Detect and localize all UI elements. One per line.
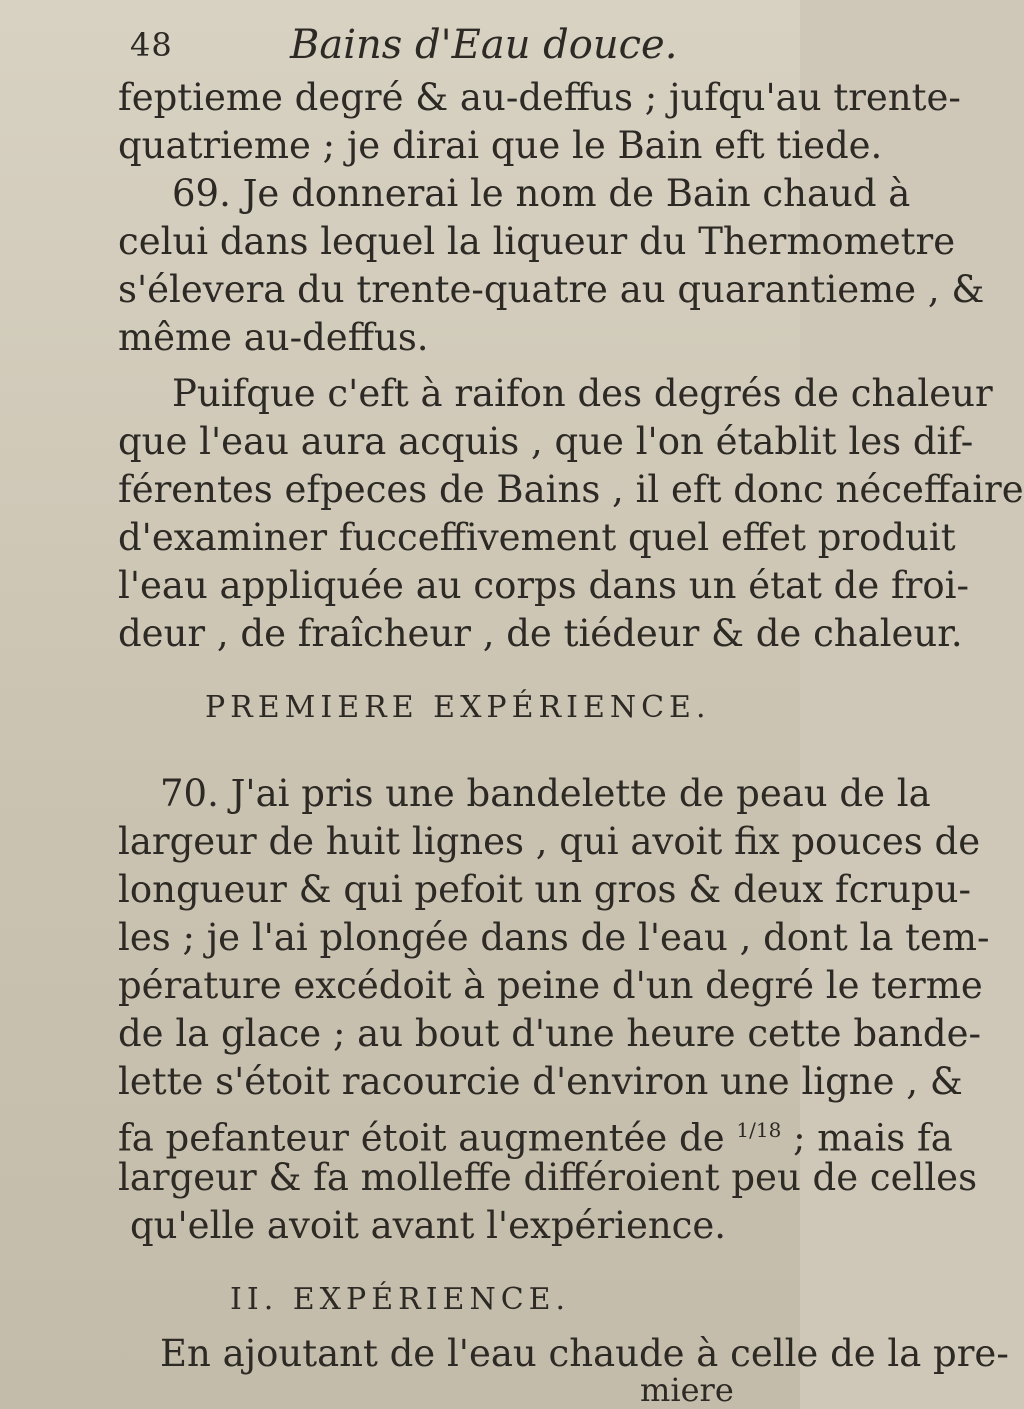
text-line: s'élevera du trente-quatre au quarantieme , & [118, 268, 985, 311]
text-line: lette s'étoit racourcie d'environ une ligne , & [118, 1060, 963, 1103]
text-line: que l'eau aura acquis , que l'on établit les dif- [118, 420, 974, 463]
catchword: miere [640, 1371, 734, 1409]
text-line: feptieme degré & au-deffus ; jufqu'au trente- [118, 76, 961, 119]
text-line: celui dans lequel la liqueur du Thermometre [118, 220, 956, 263]
text-line: Puifque c'eft à raifon des degrés de chaleur [172, 372, 993, 415]
text-line: quatrieme ; je dirai que le Bain eft tiede. [118, 124, 883, 167]
text-line: l'eau appliquée au corps dans un état de froi- [118, 564, 970, 607]
text-line: largeur de huit lignes , qui avoit fix pouces de [118, 820, 981, 863]
running-head: Bains d'Eau douce. [290, 22, 678, 68]
text-line: largeur & fa molleffe différoient peu de celles [118, 1156, 978, 1199]
text-line: 69. Je donnerai le nom de Bain chaud à [172, 172, 911, 215]
text-fragment: ; mais fa [781, 1116, 953, 1160]
text-line: 70. J'ai pris une bandelette de peau de la [160, 772, 931, 815]
text-line: même au-deffus. [118, 316, 429, 359]
text-line: longueur & qui pefoit un gros & deux fcrupu- [118, 868, 971, 911]
page-number: 48 [130, 26, 173, 64]
text-line: les ; je l'ai plongée dans de l'eau , dont la tem- [118, 916, 990, 959]
text-line: pérature excédoit à peine d'un degré le terme [118, 964, 983, 1007]
text-line: férentes efpeces de Bains , il eft donc néceffaire [118, 468, 1024, 511]
section-heading: II. EXPÉRIENCE. [230, 1282, 571, 1317]
text-line: deur , de fraîcheur , de tiédeur & de chaleur. [118, 612, 963, 655]
section-heading: PREMIERE EXPÉRIENCE. [205, 690, 711, 725]
text-fragment: fa pefanteur étoit augmentée de [118, 1116, 737, 1160]
text-line: En ajoutant de l'eau chaude à celle de la pre- [160, 1332, 1009, 1375]
fraction: 1/18 [736, 1118, 782, 1142]
text-line: qu'elle avoit avant l'expérience. [130, 1204, 727, 1247]
text-line: de la glace ; au bout d'une heure cette bande- [118, 1012, 981, 1055]
page-header [0, 14, 800, 74]
text-line: d'examiner fucceffivement quel effet produit [118, 516, 956, 559]
